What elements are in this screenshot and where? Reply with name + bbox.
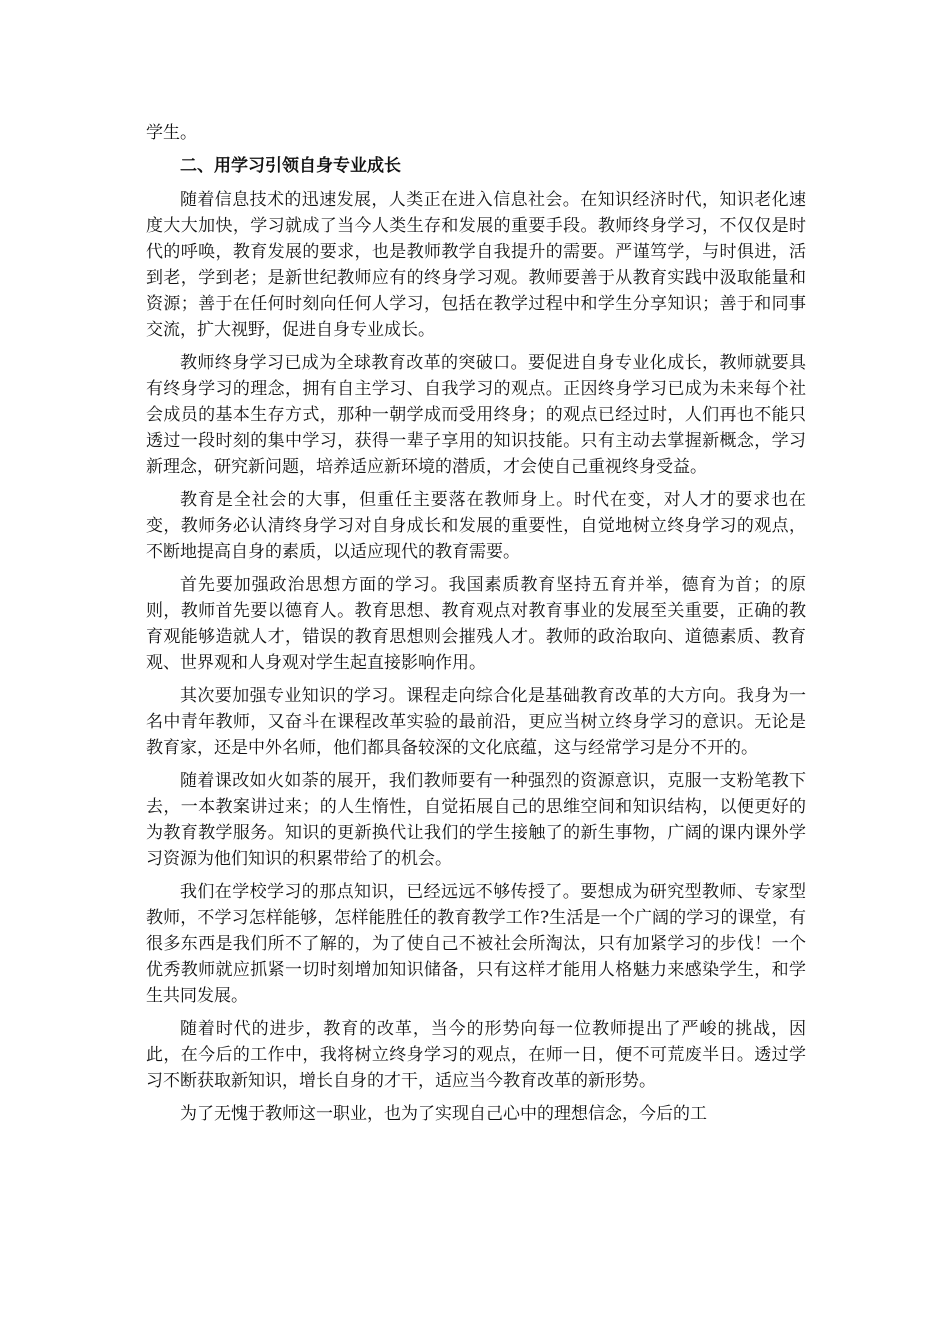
paragraph-7: 我们在学校学习的那点知识，已经远远不够传授了。要想成为研究型教师、专家型教师，不学习怎样能够，怎样能胜任的教育教学工作?生活是一个广阔的学习的课堂，有很多东西是我们所不了解的，为了使自己不被社会所淘汰，只有加紧学习的步伐！一个优秀教师就应抓紧一切时刻增加知识储备，只有这样才能用人格魅力来感染学生，和学生共同发展。 [146, 882, 806, 1006]
paragraph-3: 教育是全社会的大事，但重任主要落在教师身上。时代在变，对人才的要求也在变，教师务必认清终身学习对自身成长和发展的重要性，自觉地树立终身学习的观点，不断地提高自身的素质，以适应现代的教育需要。 [146, 490, 806, 562]
paragraph-1: 随着信息技术的迅速发展，人类正在进入信息社会。在知识经济时代，知识老化速度大大加快，学习就成了当今人类生存和发展的重要手段。教师终身学习，不仅仅是时代的呼唤，教育发展的要求，也是教师教学自我提升的需要。严谨笃学，与时俱进，活到老，学到老；是新世纪教师应有的终身学习观。教师要善于从教育实践中汲取能量和资源；善于在任何时刻向任何人学习，包括在教学过程中和学生分享知识；善于和同事交流，扩大视野，促进自身专业成长。 [146, 190, 806, 340]
paragraph-9: 为了无愧于教师这一职业，也为了实现自己心中的理想信念，今后的工 [180, 1104, 707, 1124]
document-page [146, 120, 806, 1134]
paragraph-8: 随着时代的进步，教育的改革，当今的形势向每一位教师提出了严峻的挑战，因此，在今后的工作中，我将树立终身学习的观点，在师一日，便不可荒废半日。透过学习不断获取新知识，增长自身的才干，适应当今教育改革的新形势。 [146, 1019, 806, 1091]
section-heading: 二、用学习引领自身专业成长 [180, 156, 401, 176]
paragraph-2: 教师终身学习已成为全球教育改革的突破口。要促进自身专业化成长，教师就要具有终身学习的理念，拥有自主学习、自我学习的观点。正因终身学习已成为未来每个社会成员的基本生存方式，那种一朝学成而受用终身；的观点已经过时，人们再也不能只透过一段时刻的集中学习，获得一辈子享用的知识技能。只有主动去掌握新概念，学习新理念，研究新问题，培养适应新环境的潜质，才会使自己重视终身受益。 [146, 353, 806, 477]
paragraph-5: 其次要加强专业知识的学习。课程走向综合化是基础教育改革的大方向。我身为一名中青年教师，又奋斗在课程改革实验的最前沿，更应当树立终身学习的意识。无论是教育家，还是中外名师，他们都具备较深的文化底蕴，这与经常学习是分不开的。 [146, 686, 806, 758]
lead-text: 学生。 [146, 123, 197, 143]
paragraph-6: 随着课改如火如荼的展开，我们教师要有一种强烈的资源意识，克服一支粉笔教下去，一本教案讲过来；的人生惰性，自觉拓展自己的思维空间和知识结构，以便更好的为教育教学服务。知识的更新换代让我们的学生接触了的新生事物，广阔的课内课外学习资源为他们知识的积累带给了的机会。 [146, 771, 806, 869]
paragraph-4: 首先要加强政治思想方面的学习。我国素质教育坚持五育并举，德育为首；的原则，教师首先要以德育人。教育思想、教育观点对教育事业的发展至关重要，正确的教育观能够造就人才，错误的教育思想则会摧残人才。教师的政治取向、道德素质、教育观、世界观和人身观对学生起直接影响作用。 [146, 575, 806, 673]
